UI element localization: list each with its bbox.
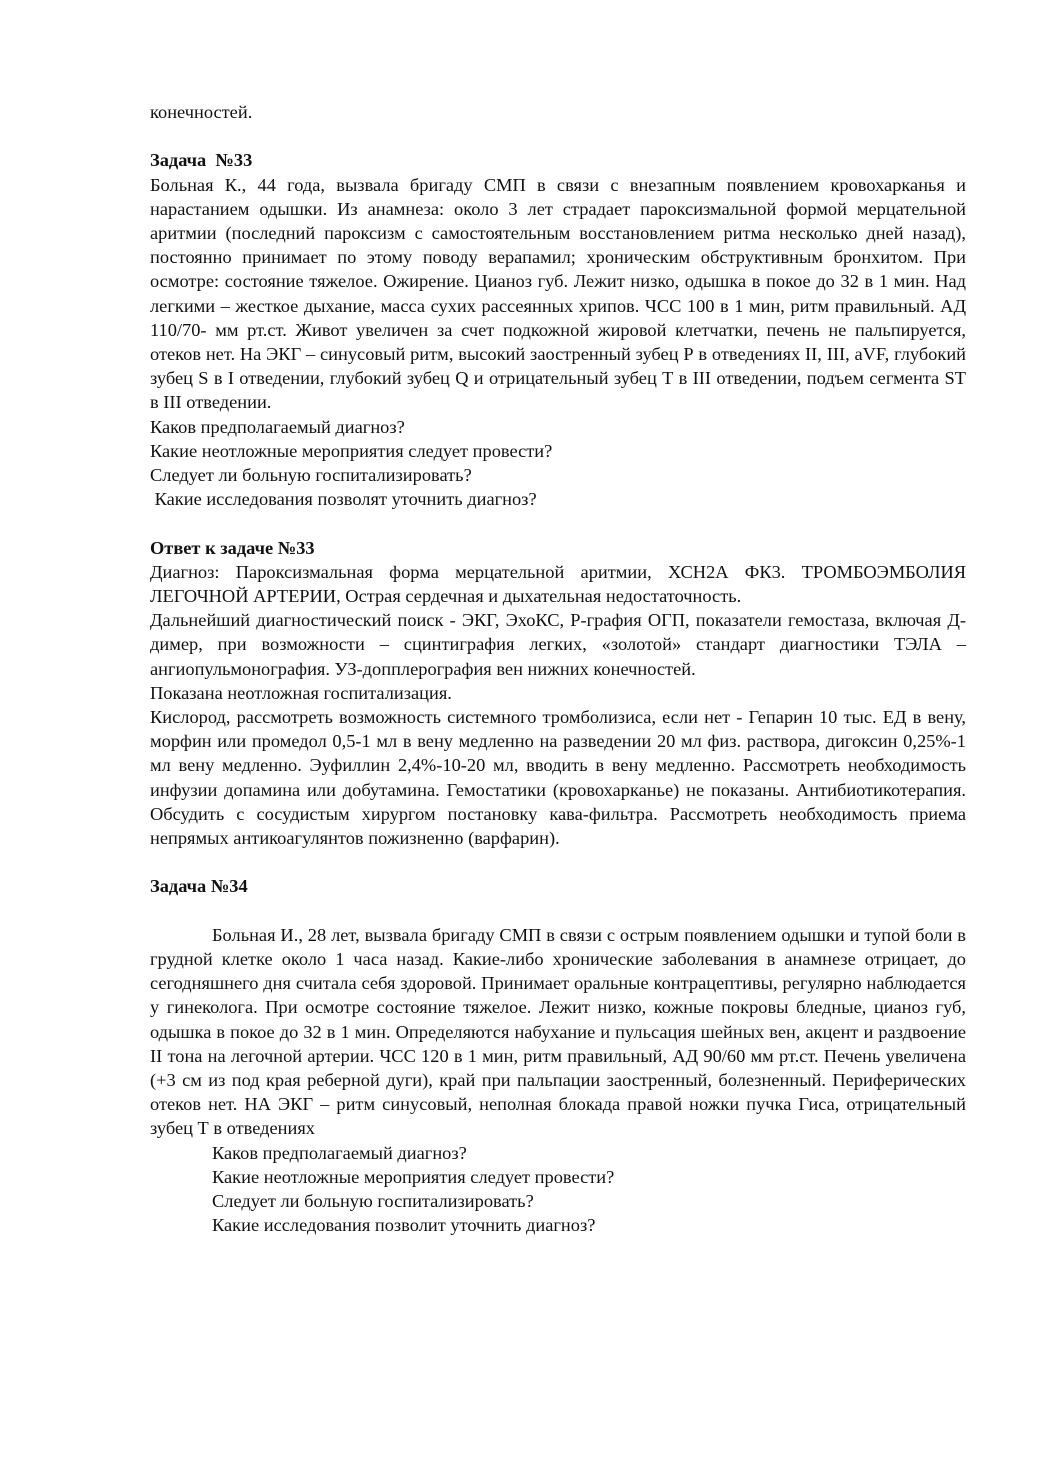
- top-fragment: конечностей.: [150, 102, 253, 122]
- task-34-heading: Задача №34: [150, 876, 248, 897]
- spacer: [150, 850, 966, 874]
- answer-33-treatment: Кислород, рассмотреть возможность системного тромболизиса, если нет - Гепарин 10 тыс. ЕД в вену, морфин или промедол 0,5-1 мл в вену медленно на разведении 20 мл физ. раствора, дигоксин 0,25%-1 мл вену медленно. Эуфиллин 2,4%-10-20 мл, вводить в вену медленно. Рассмотреть необходимость инфузии допамина или добутамина. Гемостатики (кровохарканье) не показаны. Антибиотикотерапия. Обсудить с сосудистым хирургом постановку кава-фильтра. Рассмотреть необходимость приема непрямых антикоагулянтов пожизненно (варфарин).: [150, 707, 966, 849]
- document-page: [150, 100, 966, 1237]
- spacer: [150, 124, 966, 148]
- task-34-question-2: Какие неотложные мероприятия следует провести?: [212, 1166, 615, 1187]
- task-33-question-2: Какие неотложные мероприятия следует провести?: [150, 440, 553, 461]
- answer-33-heading: Ответ к задаче №33: [150, 537, 315, 558]
- answer-33-diagnosis: Диагноз: Пароксизмальная форма мерцательной аритмии, ХСН2А ФК3. ТРОМБОЭМБОЛИЯ ЛЕГОЧНОЙ АРТЕРИИ, Острая сердечная и дыхательная недостаточность.: [150, 561, 966, 607]
- task-33-body: Больная К., 44 года, вызвала бригаду СМП в связи с внезапным появлением кровохарканья и нарастанием одышки. Из анамнеза: около 3 лет страдает пароксизмальной формой мерцательной аритмии (последний пароксизм с самостоятельным восстановлением ритма несколько дней назад), постоянно принимает по этому поводу верапамил; хроническим обструктивным бронхитом. При осмотре: состояние тяжелое. Ожирение. Цианоз губ. Лежит низко, одышка в покое до 32 в 1 мин. Над легкими – жесткое дыхание, масса сухих рассеянных хрипов. ЧСС 100 в 1 мин, ритм правильный. АД 110/70- мм рт.ст. Живот увеличен за счет подкожной жировой клетчатки, печень не пальпируется, отеков нет. На ЭКГ – синусовый ритм, высокий заостренный зубец Р в отведениях II, III, aVF, глубокий зубец S в I отведении, глубокий зубец Q и отрицательный зубец Т в III отведении, подъем сегмента ST в III отведении.: [150, 174, 966, 413]
- spacer: [150, 511, 966, 535]
- task-34-question-4: Какие исследования позволит уточнить диагноз?: [212, 1215, 596, 1236]
- spacer: [150, 899, 966, 923]
- task-33-question-4: Какие исследования позволят уточнить диагноз?: [150, 489, 537, 510]
- task-33-question-3: Следует ли больную госпитализировать?: [150, 465, 472, 486]
- task-33-heading: Задача №33: [150, 150, 253, 171]
- task-34-body: Больная И., 28 лет, вызвала бригаду СМП в связи с острым появлением одышки и тупой боли в грудной клетке около 1 часа назад. Какие-либо хронические заболевания в анамнезе отрицает, до сегодняшнего дня считала себя здоровой. Принимает оральные контрацептивы, регулярно наблюдается у гинеколога. При осмотре состояние тяжелое. Лежит низко, кожные покровы бледные, цианоз губ, одышка в покое до 32 в 1 мин. Определяются набухание и пульсация шейных вен, акцент и раздвоение II тона на легочной артерии. ЧСС 120 в 1 мин, ритм правильный, АД 90/60 мм рт.ст. Печень увеличена (+3 см из под края реберной дуги), край при пальпации заостренный, болезненный. Периферических отеков нет. НА ЭКГ – ритм синусовый, неполная блокада правой ножки пучка Гиса, отрицательный зубец Т в отведениях: [150, 924, 966, 1139]
- answer-33-hospitalization: Показана неотложная госпитализация.: [150, 682, 452, 703]
- task-34-question-3: Следует ли больную госпитализировать?: [212, 1191, 534, 1212]
- task-34-question-1: Каков предполагаемый диагноз?: [212, 1142, 467, 1163]
- answer-33-diagnostic-search: Дальнейший диагностический поиск - ЭКГ, ЭхоКС, Р-графия ОГП, показатели гемостаза, включая Д-димер, при возможности – сцинтиграфия легких, «золотой» стандарт диагностики ТЭЛА – ангиопульмонография. УЗ-допплерография вен нижних конечностей.: [150, 610, 966, 679]
- task-33-question-1: Каков предполагаемый диагноз?: [150, 416, 405, 437]
